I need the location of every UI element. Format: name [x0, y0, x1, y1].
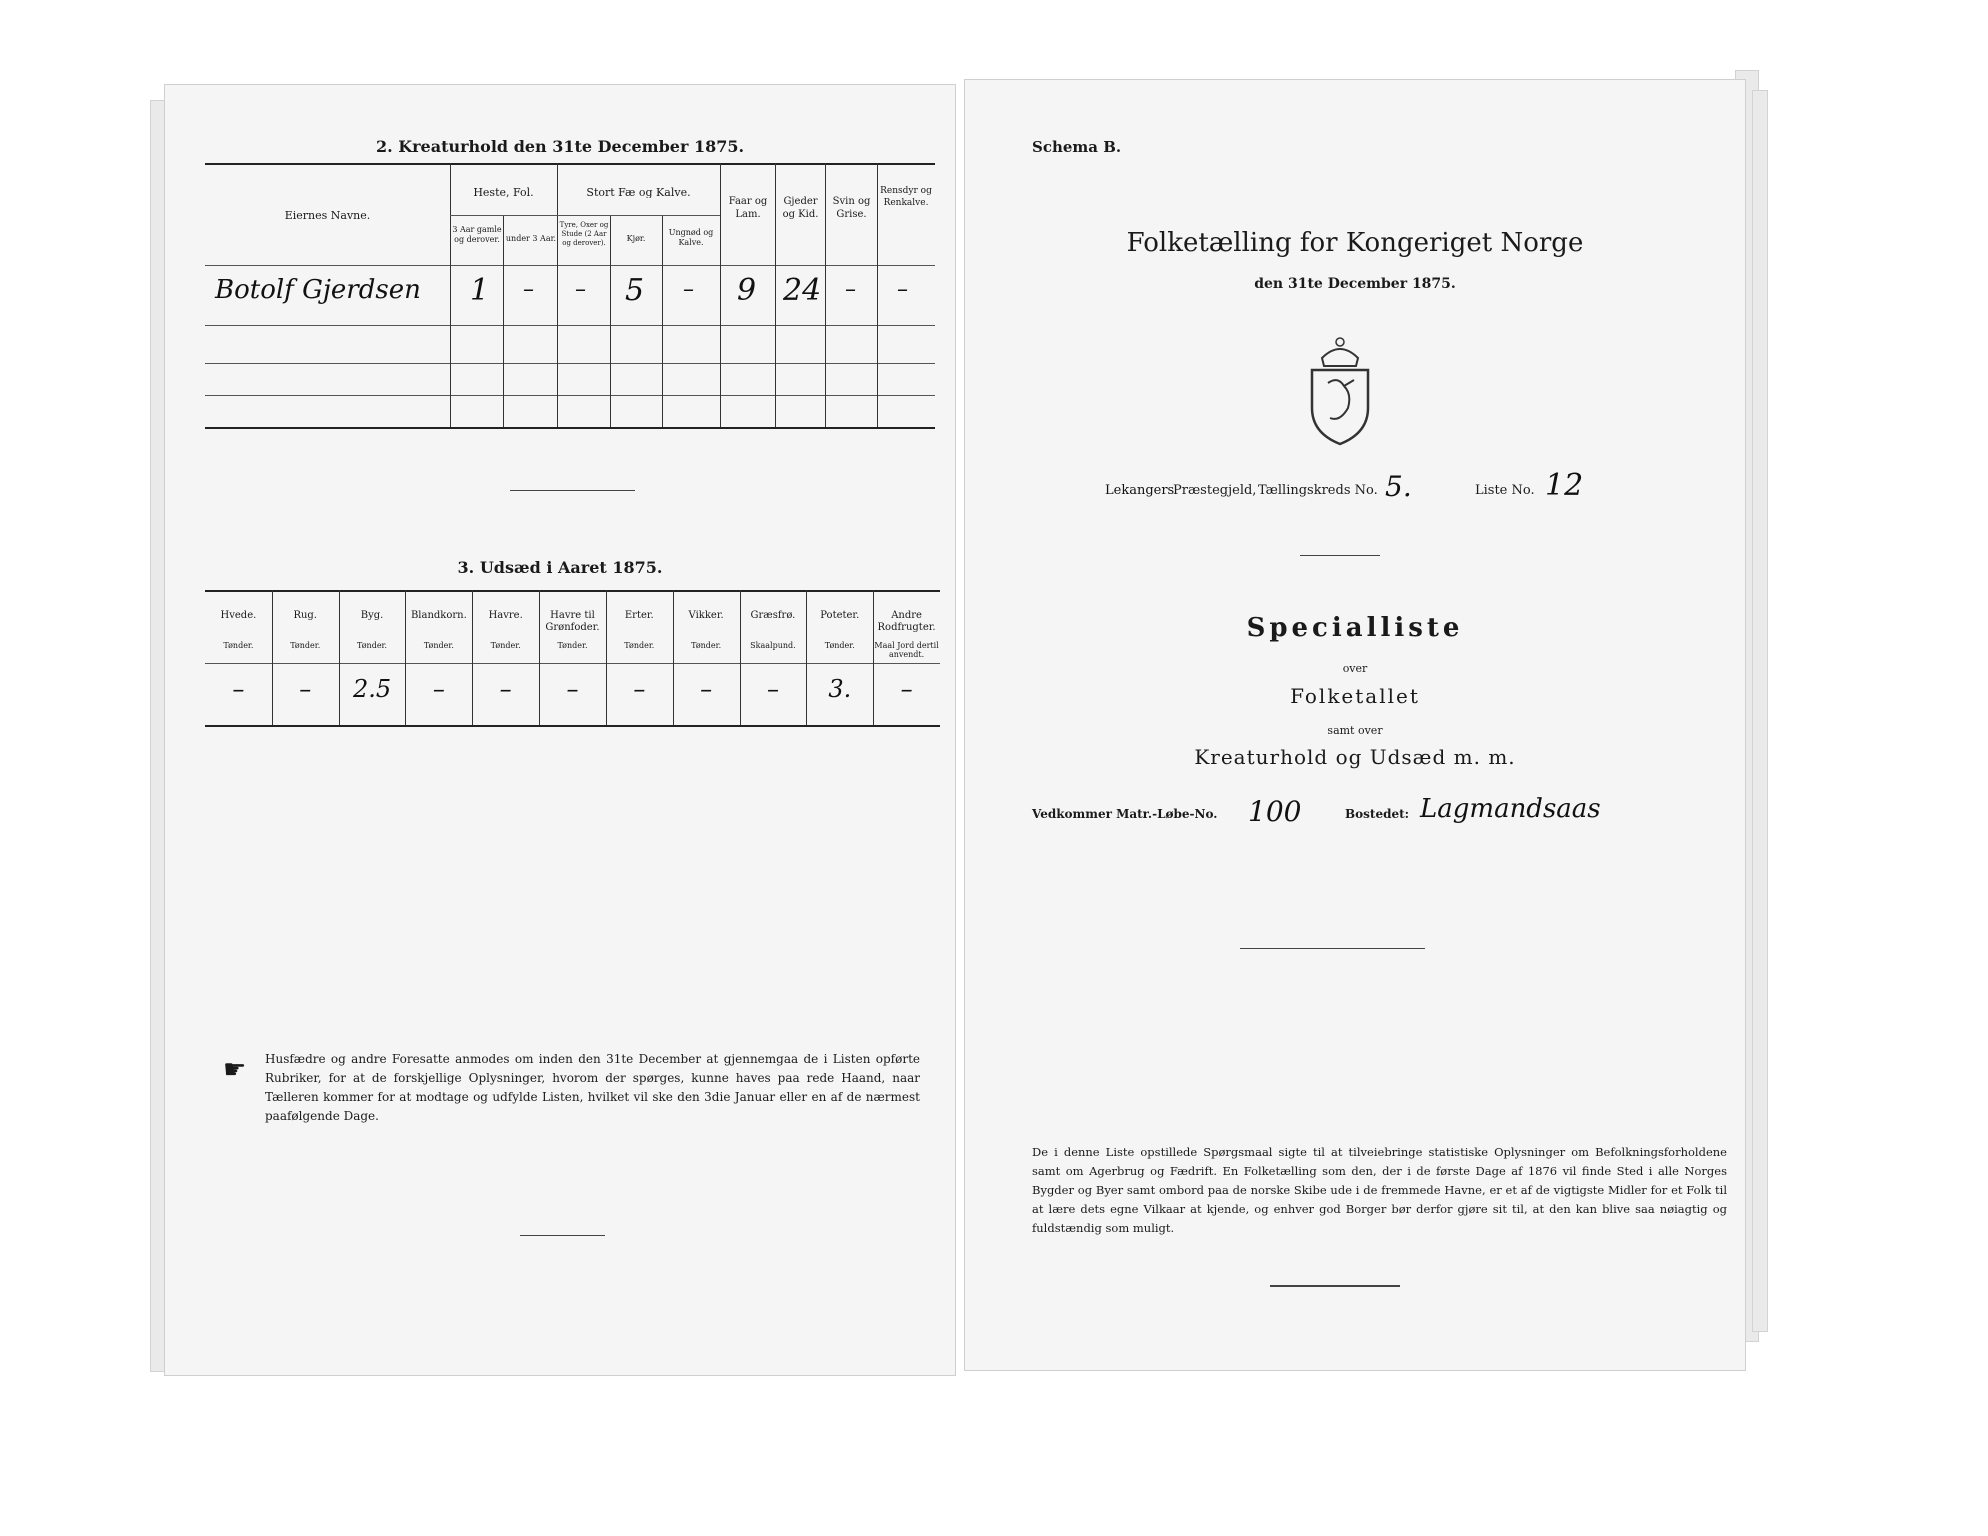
table3-value: –	[633, 675, 646, 703]
pointing-hand-icon: ☛	[223, 1055, 247, 1085]
table2-col-line	[450, 163, 451, 427]
table3-col-unit: Tønder.	[824, 641, 855, 650]
coat-of-arms-icon	[1300, 328, 1380, 448]
section3-title: 3. Udsæd i Aaret 1875.	[457, 558, 663, 577]
table3-col-header: Andre Rodfrugter.	[877, 610, 936, 633]
table3-value: –	[900, 675, 913, 703]
owner-name: Botolf Gjerdsen	[215, 275, 421, 305]
col-kjor: Kjør.	[626, 234, 646, 243]
matr-label: Vedkommer Matr.-Løbe-No.	[1032, 807, 1218, 821]
schema-label: Schema B.	[1032, 138, 1122, 156]
table3-col-unit: Tønder.	[423, 641, 454, 650]
over-1: over	[1342, 662, 1368, 675]
col-faar: Faar og Lam.	[728, 196, 768, 220]
parish-label: Præstegjeld,	[1173, 483, 1257, 498]
table2-col-line	[720, 163, 721, 427]
table2-col-line	[825, 163, 826, 427]
col-gjeder: Gjeder og Kid.	[782, 196, 819, 220]
main-subtitle: den 31te December 1875.	[1254, 276, 1456, 292]
left-page	[165, 85, 955, 1375]
table3-col-header: Rug.	[293, 610, 317, 621]
table3-value: –	[566, 675, 579, 703]
table2-col-line	[610, 215, 611, 427]
val-kjor: 5	[625, 273, 645, 308]
folketallet: Folketallet	[1290, 684, 1420, 708]
col-heste-under3: under 3 Aar.	[505, 234, 557, 243]
col-svin: Svin og Grise.	[832, 196, 871, 220]
liste-label: Liste No.	[1475, 483, 1535, 498]
table3-value: –	[700, 675, 713, 703]
table2-col-line	[557, 163, 558, 427]
table2-col-line	[503, 215, 504, 427]
val-svin: –	[845, 277, 856, 302]
col-rensdyr: Rensdyr og Renkalve.	[880, 186, 932, 208]
right-page	[965, 80, 1745, 1370]
intro-paragraph: De i denne Liste opstillede Spørgsmaal sigte til at tilveiebringe statistiske Oplysninger om Befolkningsforholdene samt om Agerbrug og Fædrift. En Folketælling som den, der i de første Dage af 1876 vil finde Sted i alle Norges Bygder og Byer samt ombord paa de norske Skibe ude i de fremmede Havne, er et af de vigtigste Midler for et Folk til at lære dets egne Vilkaar at kjende, og enhver god Borger bør derfor gjøre sit til, at den kan blive saa nøiagtig og fuldstændig som muligt.	[1032, 1145, 1727, 1235]
kreds-label: Tællingskreds No.	[1258, 483, 1378, 498]
table3-value: –	[432, 675, 445, 703]
table3-header-rule	[205, 663, 940, 664]
val-gjeder: 24	[783, 273, 822, 308]
parish-name: Lekangers	[1105, 483, 1175, 498]
table3-col-unit: Tønder.	[223, 641, 254, 650]
table3-col-header: Poteter.	[820, 610, 860, 621]
val-rensdyr: –	[897, 277, 908, 302]
col-heste-fol: Heste, Fol.	[473, 187, 534, 198]
table3-col-header: Vikker.	[688, 610, 724, 621]
bottom-rule	[520, 1235, 605, 1236]
table2-col-line	[775, 163, 776, 427]
instruction-note: Husfædre og andre Foresatte anmodes om inden den 31te December at gjennemgaa de i Listen opførte Rubriker, for at de forskjellige Oplysninger, hvorom der spørges, kunne haves paa rede Haand, naar Tælleren kommer for at modtage og udfylde Listen, hvilket vil ske den 3die Januar eller en af de nærmest paafølgende Dage.	[265, 1052, 920, 1123]
rule-3	[1270, 1285, 1400, 1287]
col-ungnod: Ungnød og Kalve.	[668, 228, 714, 247]
val-faar: 9	[737, 273, 757, 308]
val-heste-3aar: 1	[470, 273, 490, 308]
table3-col-unit: Tønder.	[557, 641, 588, 650]
divider-rule	[510, 490, 635, 491]
liste-number: 12	[1545, 468, 1584, 503]
col-heste-3aar: 3 Aar gamle og derover.	[452, 225, 502, 244]
main-title: Folketælling for Kongeriget Norge	[1126, 228, 1584, 258]
col-tyre: Tyre, Oxer og Stude (2 Aar og derover).	[559, 221, 609, 247]
kreaturhold-heading: Kreaturhold og Udsæd m. m.	[1194, 745, 1516, 769]
table2-bottom-rule	[205, 427, 935, 429]
special-title: Specialliste	[1246, 613, 1464, 643]
samt-over: samt over	[1327, 724, 1383, 737]
col-stort-fae: Stort Fæ og Kalve.	[586, 187, 691, 198]
val-tyre: –	[575, 277, 586, 302]
bosted-label: Bostedet:	[1345, 807, 1410, 821]
table3-col-unit: Tønder.	[624, 641, 655, 650]
kreds-number: 5.	[1385, 470, 1412, 503]
matr-number: 100	[1248, 795, 1302, 828]
table3-col-unit: Tønder.	[490, 641, 521, 650]
table2-subheader-rule	[450, 215, 720, 216]
val-heste-under3: –	[523, 277, 534, 302]
right-sheet-edge-2	[1752, 90, 1768, 1332]
table3-value: –	[766, 675, 779, 703]
table3-col-unit: Tønder.	[691, 641, 722, 650]
table3-bottom-rule	[205, 725, 940, 727]
bosted-value: Lagmandsaas	[1420, 794, 1601, 824]
table3-value: –	[299, 675, 312, 703]
table3-col-header: Erter.	[624, 610, 654, 621]
table3-top-rule	[205, 590, 940, 592]
table3-col-header: Havre til Grønfoder.	[545, 610, 600, 633]
val-ungnod: –	[683, 277, 694, 302]
section2-title: 2. Kreaturhold den 31te December 1875.	[375, 137, 745, 156]
rule-2	[1240, 948, 1425, 949]
table3-col-header: Havre.	[488, 610, 523, 621]
table3-col-unit: Tønder.	[357, 641, 388, 650]
table3-value: 3.	[828, 675, 852, 703]
table3-col-header: Hvede.	[220, 610, 257, 621]
table3-col-unit: Tønder.	[290, 641, 321, 650]
table3-col-header: Byg.	[360, 610, 384, 621]
table3-value: –	[499, 675, 512, 703]
table3-col-unit: Skaalpund.	[750, 641, 796, 650]
table3-value: 2.5	[352, 675, 392, 703]
table3-col-unit: Maal Jord dertil anvendt.	[874, 641, 939, 659]
col-owner: Eiernes Navne.	[284, 210, 371, 221]
table3-value: –	[232, 675, 245, 703]
rule-1	[1300, 555, 1380, 556]
table3-col-header: Blandkorn.	[410, 610, 467, 621]
table3-col-header: Græsfrø.	[750, 610, 796, 621]
